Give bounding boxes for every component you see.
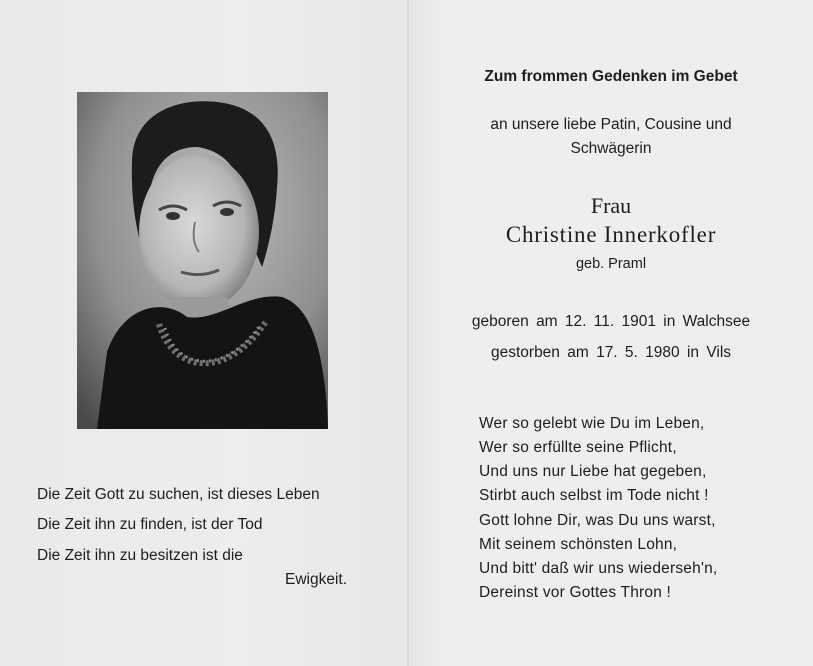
verse-line-3: Und uns nur Liebe hat gegeben,	[479, 463, 707, 480]
verse-line-7: Und bitt' daß wir uns wiederseh'n,	[479, 560, 718, 577]
heading: Zum frommen Gedenken im Gebet	[484, 68, 738, 85]
deceased-name: Christine Innerkofler	[505, 222, 717, 247]
verse-line-2: Wer so erfüllte seine Pflicht,	[479, 439, 677, 456]
birth-line: geboren am 12. 11. 1901 in Walchsee	[471, 313, 751, 330]
dedication-line-1: an unsere liebe Patin, Cousine und	[490, 116, 732, 133]
quote-line-2: Die Zeit ihn zu finden, ist der Tod	[37, 516, 263, 533]
verse-line-5: Gott lohne Dir, was Du uns warst,	[479, 512, 716, 529]
portrait-photo	[77, 92, 328, 429]
verse-line-6: Mit seinem schönsten Lohn,	[479, 536, 678, 553]
verse-line-8: Dereinst vor Gottes Thron !	[479, 584, 672, 601]
quote-line-4: Ewigkeit.	[285, 571, 348, 588]
maiden-name: geb. Praml	[575, 256, 647, 272]
salutation: Frau	[590, 193, 632, 218]
quote-line-3: Die Zeit ihn zu besitzen ist die	[37, 547, 243, 564]
verse-line-1: Wer so gelebt wie Du im Leben,	[479, 415, 705, 432]
verse-line-4: Stirbt auch selbst im Tode nicht !	[479, 487, 709, 504]
quote-line-1: Die Zeit Gott zu suchen, ist dieses Leben	[37, 486, 320, 503]
death-line: gestorben am 17. 5. 1980 in Vils	[490, 344, 732, 361]
dedication-line-2: Schwägerin	[570, 140, 652, 157]
